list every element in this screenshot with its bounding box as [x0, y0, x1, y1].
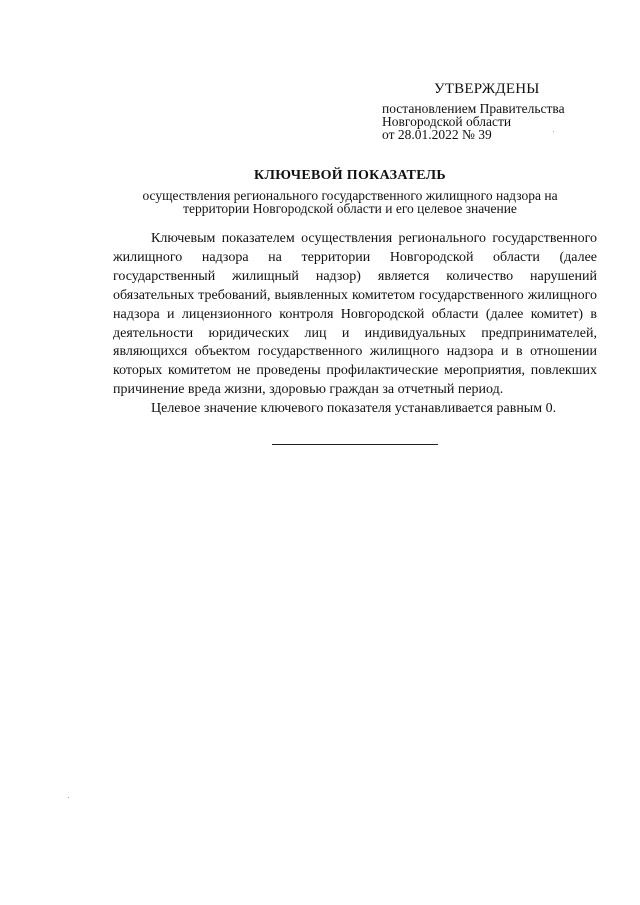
document-title: КЛЮЧЕВОЙ ПОКАЗАТЕЛЬ	[254, 168, 446, 183]
subtitle-line-1: осуществления регионального государственного жилищного надзора на	[142, 188, 558, 203]
approval-stamp	[382, 80, 602, 141]
document-body	[113, 230, 597, 419]
body-paragraph-1: Ключевым показателем осуществления регионального государственного жилищного надзора на территории Новгородской области (далее государственный жилищный надзор) является количество нарушений обязательных требований, выявленных комитетом государственного жилищного надзора и лицензионного контроля Новгородской области (далее комитет) в деятельности юридических лиц и индивидуальных предпринимателей, являющихся объектом государственного жилищного надзора и в отношении которых комитетом не проведены профилактические мероприятия, повлекших причинение вреда жизни, здоровью граждан за отчетный период.	[113, 231, 597, 398]
approval-title: УТВЕРЖДЕНЫ	[434, 81, 540, 97]
approval-line-decree: постановлением Правительства	[382, 101, 565, 116]
body-paragraph-2: Целевое значение ключевого показателя устанавливается равным 0.	[151, 401, 557, 417]
approval-line-date-number: от 28.01.2022 № 39	[382, 127, 492, 142]
scan-speck	[553, 131, 554, 132]
subtitle-line-2: территории Новгородской области и его целевое значение	[183, 201, 517, 216]
approval-line-region: Новгородской области	[382, 114, 512, 129]
document-subtitle	[100, 189, 600, 215]
scan-speck	[68, 797, 69, 798]
end-separator-line	[272, 444, 438, 445]
